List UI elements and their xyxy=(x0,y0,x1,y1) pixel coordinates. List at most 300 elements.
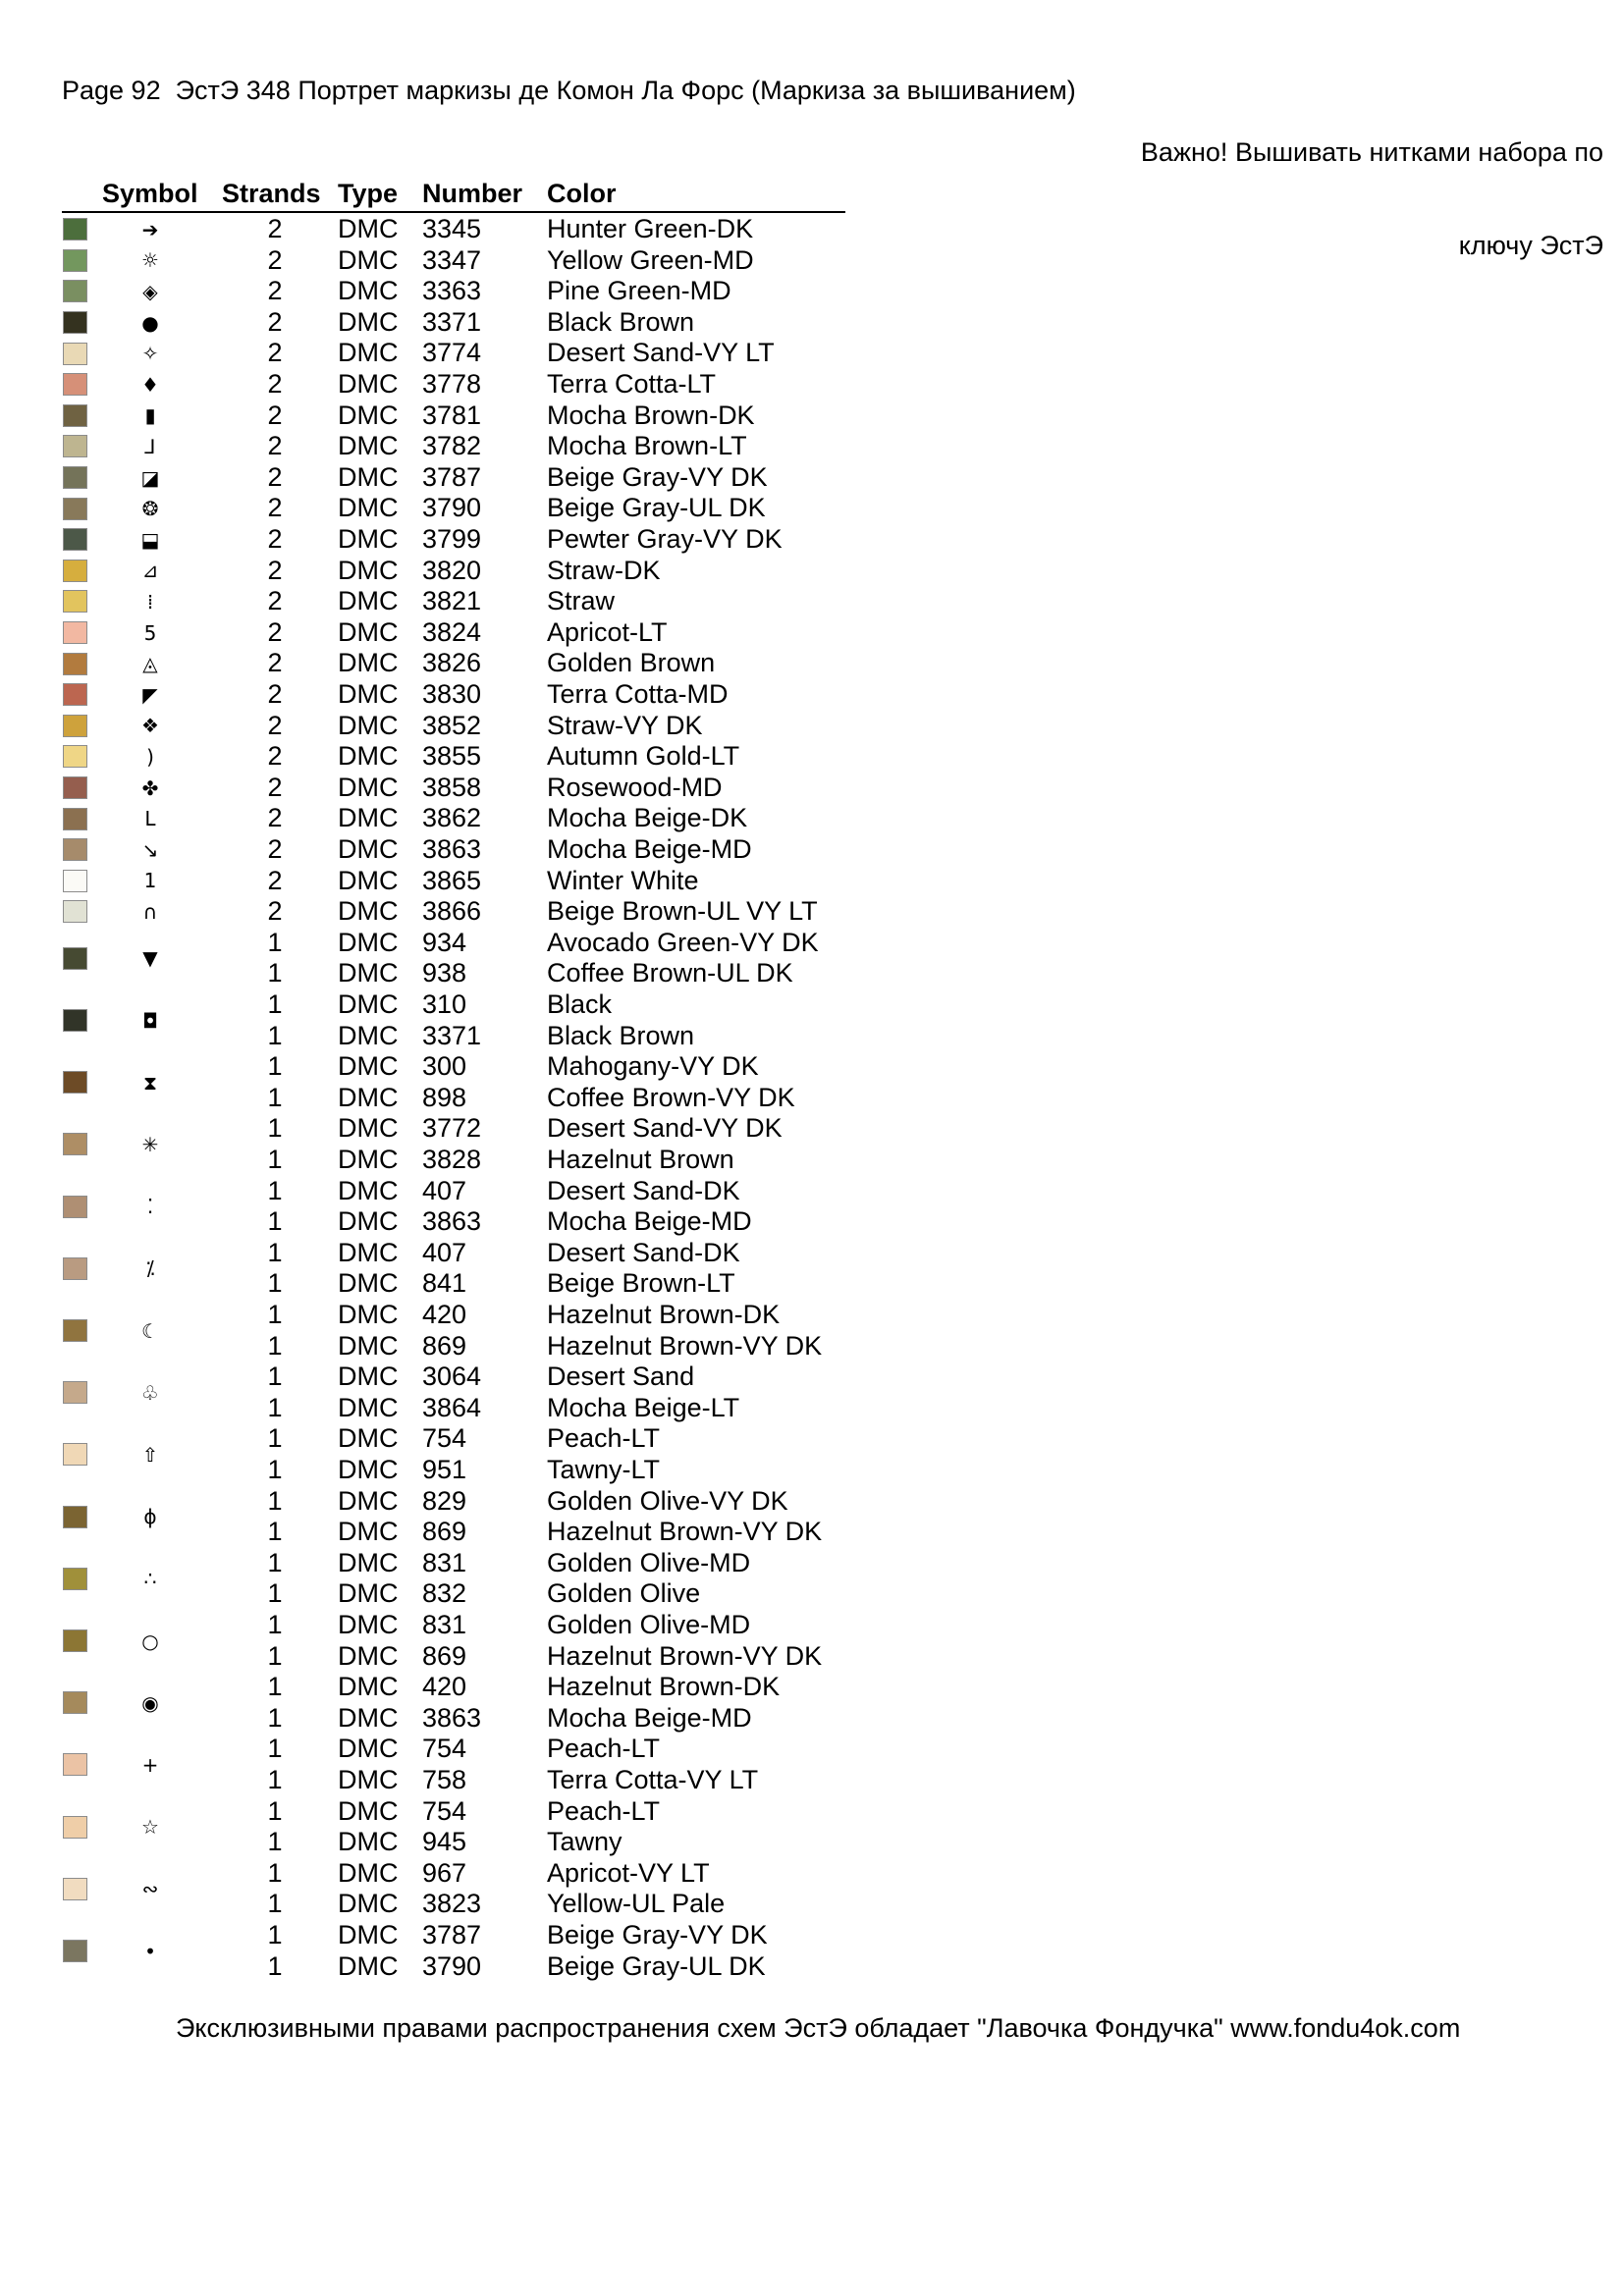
color-name-cell: Desert Sand-VY DK xyxy=(547,1113,783,1144)
color-name-cell: Apricot-VY LT xyxy=(547,1857,710,1888)
color-name-cell: Hazelnut Brown-VY DK xyxy=(547,1517,823,1547)
type-cell: DMC xyxy=(338,1672,399,1702)
type-cell: DMC xyxy=(338,1268,399,1299)
color-name-cell: Straw-VY DK xyxy=(547,710,703,740)
type-cell: DMC xyxy=(338,958,399,988)
diagonal-arrow-icon: ↘ xyxy=(141,837,159,862)
strands-cell: 1 xyxy=(267,1764,283,1794)
color-name-cell: Mocha Beige-MD xyxy=(547,1206,752,1237)
color-name-cell: Peach-LT xyxy=(547,1734,661,1764)
thread-row xyxy=(0,1517,884,1548)
thread-row xyxy=(0,1051,884,1083)
thread-row xyxy=(0,1362,884,1393)
type-cell: DMC xyxy=(338,1051,399,1082)
color-name-cell: Peach-LT xyxy=(547,1423,661,1454)
thread-row xyxy=(0,1145,884,1176)
strands-cell: 2 xyxy=(267,555,283,585)
number-cell: 3787 xyxy=(422,461,482,492)
thread-row xyxy=(0,1486,884,1518)
color-name-cell: Hazelnut Brown xyxy=(547,1144,734,1174)
type-cell: DMC xyxy=(338,1392,399,1422)
number-cell: 951 xyxy=(422,1454,467,1484)
color-name-cell: Mocha Beige-DK xyxy=(547,803,748,833)
number-cell: 300 xyxy=(422,1051,467,1082)
number-cell: 3863 xyxy=(422,834,482,864)
strands-cell: 1 xyxy=(267,1330,283,1361)
number-cell: 3830 xyxy=(422,679,482,709)
thread-row xyxy=(0,1734,884,1765)
strands-cell: 1 xyxy=(267,1362,283,1392)
thread-row xyxy=(0,1951,884,1983)
type-cell: DMC xyxy=(338,1578,399,1609)
color-name-cell: Coffee Brown-VY DK xyxy=(547,1082,795,1112)
type-cell: DMC xyxy=(338,1795,399,1826)
strands-cell: 1 xyxy=(267,1144,283,1174)
number-cell: 869 xyxy=(422,1640,467,1671)
number-cell: 3782 xyxy=(422,431,482,461)
type-cell: DMC xyxy=(338,1454,399,1484)
key-entry xyxy=(0,245,884,277)
key-entry xyxy=(0,711,884,742)
number-cell: 3064 xyxy=(422,1362,482,1392)
number-cell: 831 xyxy=(422,1547,467,1577)
type-cell: DMC xyxy=(338,834,399,864)
strands-cell: 1 xyxy=(267,1237,283,1267)
thread-row xyxy=(0,1827,884,1858)
type-cell: DMC xyxy=(338,1734,399,1764)
strands-cell: 1 xyxy=(267,1547,283,1577)
number-cell: 3345 xyxy=(422,214,482,243)
strands-cell: 2 xyxy=(267,616,283,647)
color-name-cell: Golden Brown xyxy=(547,648,716,678)
key-entry xyxy=(0,1796,884,1858)
strands-cell: 2 xyxy=(267,400,283,430)
type-cell: DMC xyxy=(338,1764,399,1794)
type-cell: DMC xyxy=(338,1330,399,1361)
strands-cell: 1 xyxy=(267,958,283,988)
thread-row xyxy=(0,834,884,866)
thread-row xyxy=(0,1021,884,1052)
color-name-cell: Mocha Brown-LT xyxy=(547,431,747,461)
number-cell: 869 xyxy=(422,1517,467,1547)
diamond-cross-icon: ❖ xyxy=(141,714,159,738)
strands-cell: 1 xyxy=(267,1610,283,1639)
type-cell: DMC xyxy=(338,1640,399,1671)
type-cell: DMC xyxy=(338,1423,399,1454)
thread-row xyxy=(0,1920,884,1951)
color-name-cell: Terra Cotta-MD xyxy=(547,679,729,709)
thread-row xyxy=(0,1113,884,1145)
thread-row xyxy=(0,1610,884,1641)
phi-icon: ϕ xyxy=(143,1505,157,1529)
column-header-strands: Strands xyxy=(222,179,321,208)
type-cell: DMC xyxy=(338,1206,399,1237)
number-cell: 3855 xyxy=(422,741,482,772)
key-entry xyxy=(0,586,884,617)
color-name-cell: Desert Sand-DK xyxy=(547,1237,740,1267)
type-cell: DMC xyxy=(338,400,399,430)
strands-cell: 2 xyxy=(267,834,283,864)
color-name-cell: Golden Olive-MD xyxy=(547,1547,751,1577)
strands-cell: 1 xyxy=(267,1734,283,1764)
thread-row xyxy=(0,586,884,617)
color-name-cell: Hazelnut Brown-DK xyxy=(547,1672,781,1702)
color-name-cell: Beige Brown-UL VY LT xyxy=(547,896,818,927)
color-name-cell: Beige Gray-VY DK xyxy=(547,1920,768,1949)
strands-cell: 1 xyxy=(267,1423,283,1454)
color-name-cell: Peach-LT xyxy=(547,1795,661,1826)
key-entry xyxy=(0,989,884,1051)
thread-row xyxy=(0,1423,884,1455)
strands-cell: 1 xyxy=(267,1578,283,1609)
number-cell: 3852 xyxy=(422,710,482,740)
thread-row xyxy=(0,741,884,773)
strands-cell: 2 xyxy=(267,710,283,740)
color-name-cell: Straw-DK xyxy=(547,555,661,585)
color-name-cell: Black xyxy=(547,989,613,1019)
corner-triangle-icon: ◤ xyxy=(142,682,158,707)
ring-icon: ○ xyxy=(141,1629,159,1653)
five-glyph-icon: 5 xyxy=(143,620,157,645)
type-cell: DMC xyxy=(338,431,399,461)
up-arrow-icon: ⇧ xyxy=(141,1442,159,1467)
thread-row xyxy=(0,1858,884,1890)
type-cell: DMC xyxy=(338,741,399,772)
thread-row xyxy=(0,1083,884,1114)
color-name-cell: Terra Cotta-VY LT xyxy=(547,1764,759,1794)
key-entry xyxy=(0,462,884,494)
arrow-right-icon: ➔ xyxy=(141,217,159,241)
thread-row xyxy=(0,1300,884,1331)
key-entry xyxy=(0,1238,884,1300)
sun-icon: ☼ xyxy=(141,248,159,273)
strands-cell: 1 xyxy=(267,1175,283,1205)
filled-circle-icon: ● xyxy=(141,310,159,335)
down-triangle-icon: ▼ xyxy=(142,946,158,971)
type-cell: DMC xyxy=(338,1082,399,1112)
strands-cell: 1 xyxy=(267,1795,283,1826)
type-cell: DMC xyxy=(338,369,399,399)
number-cell: 420 xyxy=(422,1300,467,1329)
number-cell: 758 xyxy=(422,1764,467,1794)
key-entry xyxy=(0,214,884,245)
type-cell: DMC xyxy=(338,1020,399,1050)
type-cell: DMC xyxy=(338,1857,399,1888)
key-entry xyxy=(0,1051,884,1113)
number-cell: 841 xyxy=(422,1268,467,1299)
thread-row xyxy=(0,1455,884,1486)
color-name-cell: Desert Sand xyxy=(547,1362,695,1392)
clover-icon: ♧ xyxy=(141,1380,159,1405)
strands-cell: 1 xyxy=(267,1640,283,1671)
number-cell: 3371 xyxy=(422,306,482,337)
number-cell: 898 xyxy=(422,1082,467,1112)
number-cell: 3363 xyxy=(422,276,482,306)
number-cell: 3863 xyxy=(422,1206,482,1237)
color-name-cell: Straw xyxy=(547,586,616,616)
strands-cell: 2 xyxy=(267,803,283,833)
key-entry xyxy=(0,431,884,462)
thread-row xyxy=(0,1672,884,1703)
type-cell: DMC xyxy=(338,772,399,802)
key-entry xyxy=(0,866,884,897)
color-name-cell: Golden Olive xyxy=(547,1578,701,1609)
column-header-type: Type xyxy=(338,179,399,208)
strands-cell: 1 xyxy=(267,1920,283,1949)
thread-row xyxy=(0,1889,884,1920)
three-dots-icon: ∴ xyxy=(143,1567,157,1591)
type-cell: DMC xyxy=(338,989,399,1019)
key-entry xyxy=(0,1113,884,1175)
one-glyph-icon: 1 xyxy=(143,869,157,893)
thread-row xyxy=(0,276,884,307)
strands-cell: 2 xyxy=(267,431,283,461)
color-name-cell: Golden Olive-MD xyxy=(547,1610,751,1639)
number-cell: 967 xyxy=(422,1857,467,1888)
strands-cell: 2 xyxy=(267,741,283,772)
arch-icon: ∩ xyxy=(142,899,158,924)
type-cell: DMC xyxy=(338,493,399,523)
key-entry xyxy=(0,1486,884,1548)
strands-cell: 1 xyxy=(267,989,283,1019)
type-cell: DMC xyxy=(338,244,399,275)
key-entry xyxy=(0,773,884,804)
type-cell: DMC xyxy=(338,1827,399,1857)
color-name-cell: Avocado Green-VY DK xyxy=(547,927,819,957)
type-cell: DMC xyxy=(338,648,399,678)
thread-row xyxy=(0,1796,884,1828)
wave-icon: ∾ xyxy=(141,1877,159,1901)
strands-cell: 2 xyxy=(267,524,283,554)
vertical-bar-icon: ▮ xyxy=(144,403,156,428)
type-cell: DMC xyxy=(338,306,399,337)
type-cell: DMC xyxy=(338,1950,399,1981)
thread-row xyxy=(0,773,884,804)
color-name-cell: Mocha Beige-LT xyxy=(547,1392,740,1422)
parenthesis-icon: ) xyxy=(146,744,154,769)
diamond-dot-icon: ◈ xyxy=(142,279,158,303)
type-cell: DMC xyxy=(338,1517,399,1547)
thread-row xyxy=(0,493,884,524)
key-entry xyxy=(0,400,884,432)
thread-row xyxy=(0,307,884,339)
number-cell: 3821 xyxy=(422,586,482,616)
bullet-icon: • xyxy=(144,1939,156,1963)
strands-cell: 1 xyxy=(267,1268,283,1299)
color-name-cell: Autumn Gold-LT xyxy=(547,741,740,772)
strands-cell: 1 xyxy=(267,1672,283,1702)
right-triangle-icon: ⊿ xyxy=(141,559,159,583)
four-point-star-icon: ✧ xyxy=(141,342,159,366)
key-entry xyxy=(0,679,884,711)
color-name-cell: Desert Sand-DK xyxy=(547,1175,740,1205)
type-cell: DMC xyxy=(338,1300,399,1329)
thread-row xyxy=(0,1393,884,1424)
column-header-number: Number xyxy=(422,179,523,208)
color-name-cell: Beige Gray-UL DK xyxy=(547,1950,766,1981)
key-entry xyxy=(0,1300,884,1362)
key-entry xyxy=(0,556,884,587)
strands-cell: 1 xyxy=(267,1082,283,1112)
color-name-cell: Tawny xyxy=(547,1827,622,1857)
type-cell: DMC xyxy=(338,803,399,833)
type-cell: DMC xyxy=(338,1547,399,1577)
number-cell: 3866 xyxy=(422,896,482,927)
strands-cell: 1 xyxy=(267,1827,283,1857)
bottom-filled-square-icon: ⬓ xyxy=(140,527,160,552)
thread-row xyxy=(0,866,884,897)
thread-row xyxy=(0,524,884,556)
number-cell: 407 xyxy=(422,1237,467,1267)
number-cell: 3820 xyxy=(422,555,482,585)
thread-row xyxy=(0,245,884,277)
strands-cell: 1 xyxy=(267,1113,283,1144)
key-entry xyxy=(0,741,884,773)
color-name-cell: Hazelnut Brown-DK xyxy=(547,1300,781,1329)
color-name-cell: Terra Cotta-LT xyxy=(547,369,717,399)
strands-cell: 2 xyxy=(267,244,283,275)
number-cell: 3347 xyxy=(422,244,482,275)
header-note-line-2: ключу ЭстЭ xyxy=(1458,230,1603,260)
color-name-cell: Mocha Beige-MD xyxy=(547,1702,752,1733)
number-cell: 3823 xyxy=(422,1889,482,1919)
strands-cell: 2 xyxy=(267,369,283,399)
color-name-cell: Yellow-UL Pale xyxy=(547,1889,726,1919)
number-cell: 3862 xyxy=(422,803,482,833)
key-entry xyxy=(0,1610,884,1672)
percent-icon: ⁒ xyxy=(145,1256,155,1281)
type-cell: DMC xyxy=(338,1144,399,1174)
column-header-symbol: Symbol xyxy=(102,179,198,208)
key-entry xyxy=(0,617,884,649)
strands-cell: 1 xyxy=(267,1950,283,1981)
star-icon: ☆ xyxy=(141,1815,159,1840)
strands-cell: 1 xyxy=(267,1485,283,1516)
key-entry xyxy=(0,276,884,307)
strands-cell: 1 xyxy=(267,1702,283,1733)
thread-row xyxy=(0,1578,884,1610)
thread-row xyxy=(0,462,884,494)
l-glyph-icon: L xyxy=(144,807,156,831)
strands-cell: 2 xyxy=(267,679,283,709)
key-entry xyxy=(0,1362,884,1423)
number-cell: 3781 xyxy=(422,400,482,430)
header-divider xyxy=(62,211,845,213)
asterisk-icon: ✳ xyxy=(141,1132,159,1156)
thread-row xyxy=(0,1641,884,1673)
color-name-cell: Pewter Gray-VY DK xyxy=(547,524,783,554)
strands-cell: 1 xyxy=(267,1020,283,1050)
number-cell: 420 xyxy=(422,1672,467,1702)
key-entry xyxy=(0,1548,884,1610)
page-footer: Эксклюзивными правами распространения схем ЭстЭ обладает "Лавочка Фондучка" www.fondu4ok.com xyxy=(176,2013,1461,2043)
page-header-note xyxy=(1141,76,1603,324)
type-cell: DMC xyxy=(338,679,399,709)
key-entry xyxy=(0,803,884,834)
thread-row xyxy=(0,1176,884,1207)
thread-row xyxy=(0,400,884,432)
type-cell: DMC xyxy=(338,710,399,740)
color-name-cell: Mocha Beige-MD xyxy=(547,834,752,864)
number-cell: 3790 xyxy=(422,493,482,523)
number-cell: 934 xyxy=(422,927,467,957)
number-cell: 3778 xyxy=(422,369,482,399)
number-cell: 407 xyxy=(422,1175,467,1205)
corner-dot-icon: ⅃ xyxy=(144,434,156,458)
drop-icon: ♦ xyxy=(141,372,159,397)
number-cell: 3790 xyxy=(422,1950,482,1981)
key-entry xyxy=(0,928,884,989)
color-name-cell: Desert Sand-VY LT xyxy=(547,338,775,368)
number-cell: 829 xyxy=(422,1485,467,1516)
strands-cell: 1 xyxy=(267,1300,283,1329)
thread-row xyxy=(0,617,884,649)
color-name-cell: Golden Olive-VY DK xyxy=(547,1485,788,1516)
color-name-cell: Mocha Brown-DK xyxy=(547,400,755,430)
type-cell: DMC xyxy=(338,276,399,306)
cross-flower-icon: ✤ xyxy=(141,775,159,800)
key-entry xyxy=(0,338,884,369)
thread-row xyxy=(0,648,884,679)
type-cell: DMC xyxy=(338,1610,399,1639)
gear-flower-icon: ❂ xyxy=(141,497,159,521)
type-cell: DMC xyxy=(338,927,399,957)
number-cell: 3799 xyxy=(422,524,482,554)
strands-cell: 1 xyxy=(267,1454,283,1484)
strands-cell: 1 xyxy=(267,927,283,957)
color-name-cell: Apricot-LT xyxy=(547,616,668,647)
plus-icon: + xyxy=(141,1752,159,1777)
type-cell: DMC xyxy=(338,1920,399,1949)
number-cell: 3772 xyxy=(422,1113,482,1144)
thread-row xyxy=(0,711,884,742)
nested-triangle-icon: ◬ xyxy=(142,652,158,676)
strands-cell: 2 xyxy=(267,586,283,616)
type-cell: DMC xyxy=(338,1889,399,1919)
color-name-cell: Hazelnut Brown-VY DK xyxy=(547,1640,823,1671)
number-cell: 754 xyxy=(422,1795,467,1826)
color-name-cell: Black Brown xyxy=(547,306,695,337)
strands-cell: 2 xyxy=(267,896,283,927)
strands-cell: 2 xyxy=(267,865,283,895)
strands-cell: 1 xyxy=(267,1206,283,1237)
color-name-cell: Winter White xyxy=(547,865,699,895)
half-square-icon: ◪ xyxy=(140,465,160,490)
number-cell: 3371 xyxy=(422,1020,482,1050)
color-name-cell: Beige Gray-VY DK xyxy=(547,461,768,492)
color-name-cell: Rosewood-MD xyxy=(547,772,723,802)
strands-cell: 2 xyxy=(267,648,283,678)
type-cell: DMC xyxy=(338,1362,399,1392)
type-cell: DMC xyxy=(338,1702,399,1733)
strands-cell: 1 xyxy=(267,1889,283,1919)
type-cell: DMC xyxy=(338,1113,399,1144)
number-cell: 945 xyxy=(422,1827,467,1857)
strands-cell: 1 xyxy=(267,1517,283,1547)
color-name-cell: Black Brown xyxy=(547,1020,695,1050)
strands-cell: 2 xyxy=(267,338,283,368)
type-cell: DMC xyxy=(338,1237,399,1267)
type-cell: DMC xyxy=(338,616,399,647)
type-cell: DMC xyxy=(338,214,399,243)
thread-row xyxy=(0,1238,884,1269)
key-entry xyxy=(0,493,884,524)
number-cell: 754 xyxy=(422,1734,467,1764)
thread-row xyxy=(0,1206,884,1238)
number-cell: 3865 xyxy=(422,865,482,895)
strands-cell: 2 xyxy=(267,306,283,337)
key-entry xyxy=(0,1423,884,1485)
